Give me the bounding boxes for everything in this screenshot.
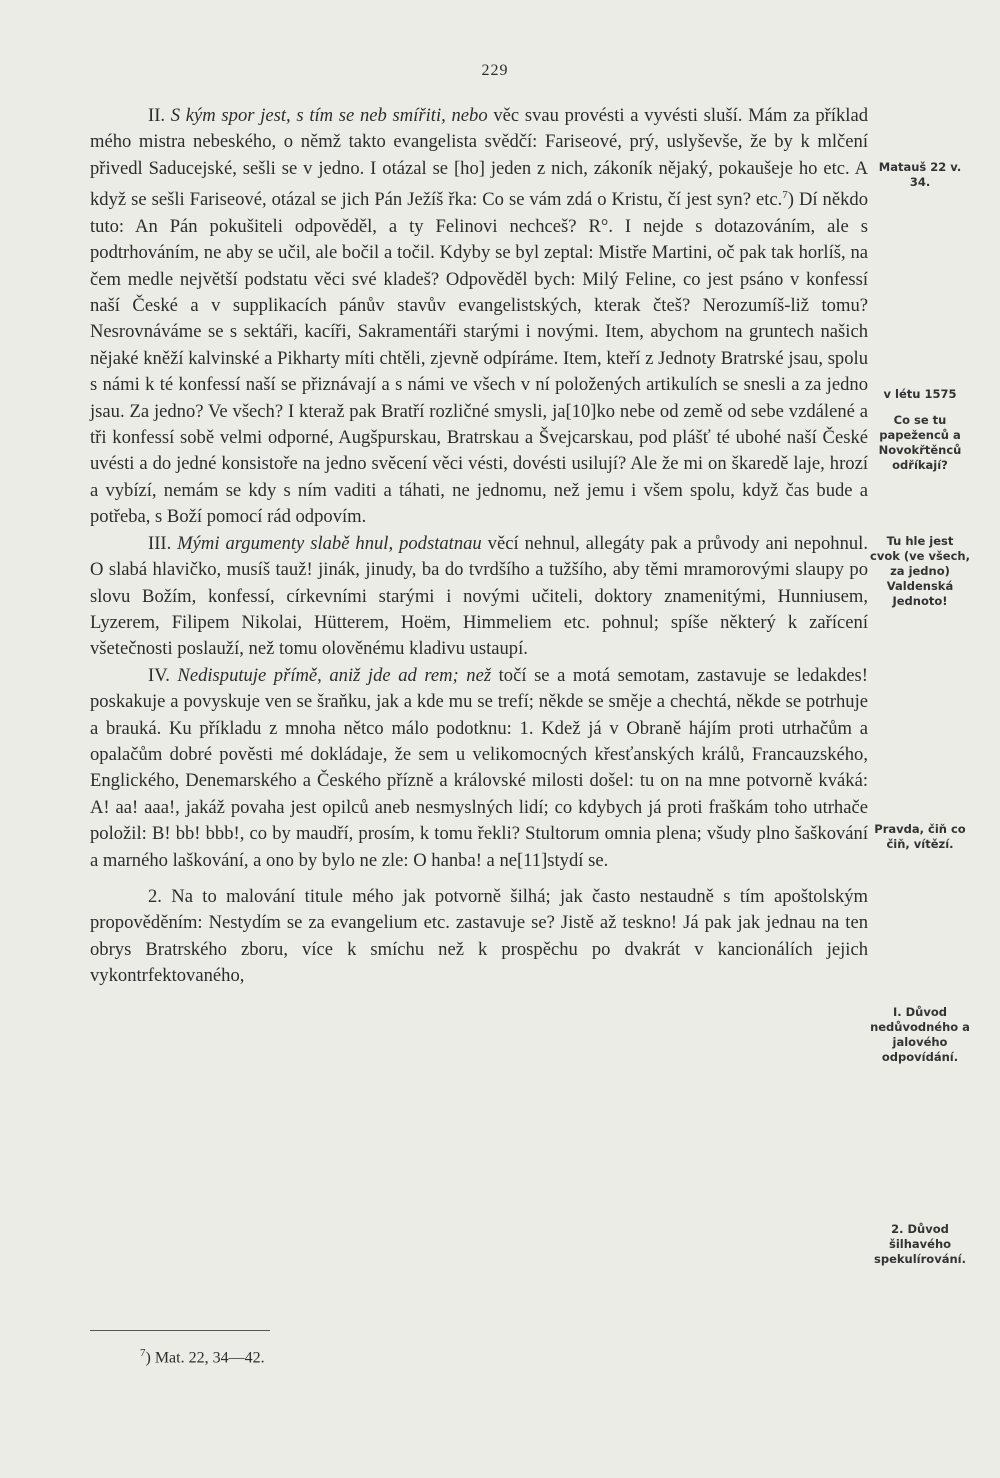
margin-note: Pravda, čiň co čiň, vítězí.: [874, 822, 966, 851]
paragraph-text: točí se a motá semotam, zastavuje se ledakdes! poskakuje a povyskuje ven se šraňku, jak a kde mu se trefí; někde se směje a chechtá, někde se potrhuje a brauká. Ku příkladu z mnoha nětco málo podotknu: 1. Kdež já v Obraně hájím proti utrhačům a opalačům dobré pověsti mé dokládaje, že sem u velikomocných křesťanských králů, Francauzského, Englického, Denemarského a Českého přízně a královské milosti došel: tu on na mne potvorně kváká: A! aa! aaa!, jakáž povaha jest opilců aneb nesmyslných lidí; co kdybych já proti fraškám toho utrhače položil: B! bb! bbb!, co by maudří, prosím, k tomu řekli? Stultorum omnia plena; všudy plno šaškování a marného laškování, a ono by bylo ne zle: O hanba! a ne[11]stydí se.: [90, 664, 868, 871]
footnote: [140, 1347, 265, 1367]
paragraph-text: ) Dí někdo tuto: An Pán pokušiteli odpověděl, a ty Felinovi nechceš? R°. I nejde s dotazováním, ale s podtrhováním, ne aby se učil, ale bočil a točil. Kdyby se byl zeptal: Mistře Martini, oč pak tak horlíš, na čem medle největší podstatu věci své kladeš? Odpověděl bych: Milý Feline, co jest psáno v konfessí naší České a v supplikacích pánův stavův evangelistských, kterak čteš? Nerozumíš-liž tomu? Nesrovnáváme se s sektáři, kacíři, Sakramentáři starými i novými. Item, abychom na gruntech našich nějaké kněží kalvinské a Pikharty míti chtěli, zjevně odpíráme. Item, kteří z Jednoty Bratrské jsau, spolu s námi k té konfessí naší se přiznávají a s námi ve všech v ní položených artikulích se snesli a za jedno jsau. Za jedno? Ve všech? I kteraž pak Bratří rozličné smysli, ja[10]ko nebe od země od sebe vzdálené a tři konfessí sobě velmi odporné, Augšpurskau, Bratrskau a Švejcarskau, pod plášť té ubohé naší České uvésti a do jedné konsistoře na jedno svěcení věci vésti, dovésti usilují? Ale že mi on škaredě laje, hrozí a vybízí, nemám se kdy s ním vaditi a táhati, ne jednomu, než jemu i všem spolu, když čas bude a potřeba, s Boží pomocí rád odpovím.: [90, 189, 868, 528]
main-text: [90, 103, 868, 990]
section-heading: Mými argumenty slabě hnul, podstatnau: [177, 532, 482, 554]
footnote-mark: 7: [140, 1347, 146, 1359]
paragraph-4: [90, 663, 868, 874]
margin-note: v létu 1575: [883, 387, 957, 401]
section-heading: S kým spor jest, s tím se neb smířiti, nebo: [170, 105, 488, 126]
section-number: IV.: [148, 664, 178, 686]
margin-note: I. Důvod nedůvodného a jalového odpovídání.: [870, 1005, 970, 1064]
paragraph-text: 2. Na to malování titule mého jak potvorně šilhá; jak často nestaudně s tím apoštolským propověděním: Nestydím se za evangelium etc. zastavuje se? Jistě až teskno! Já pak jak jednau na ten obrys Bratrského zboru, více k smíchu než k prospěchu po dvakrát v kancionálích jejich vykontrfektovaného,: [90, 885, 868, 987]
paragraph-text: věc svau provésti a vyvésti sluší. Mám za příklad mého mistra nebeského, o němž takto evangelista svědčí: Fariseové, prý, uslyševše, že by k mlčení přivedl Saducejské, sešli se v jedno. I otázal se [ho] jeden z nich, zákoník nějaký, pokaušeje ho etc. A když se sešli Fariseové, otázal se jich Pán Ježíš řka: Co se vám zdá o Kristu, čí jest syn? etc.: [90, 105, 868, 211]
margin-note: Co se tu papeženců a Novokřtěnců odříkají?: [878, 413, 962, 472]
footnote-rule: [90, 1330, 270, 1331]
paragraph-3: [90, 531, 868, 663]
section-heading: Nedisputuje přímě, aniž jde ad rem; než: [177, 664, 492, 686]
footnote-marker: 7: [782, 189, 788, 202]
footnote-text: ) Mat. 22, 34—42.: [145, 1349, 265, 1367]
page-number: 229: [481, 62, 509, 79]
margin-note: Tu hle jest cvok (ve všech, za jedno) Valdenská Jednoto!: [870, 534, 970, 608]
paragraph-5: [90, 884, 868, 990]
section-number: III.: [148, 532, 178, 554]
margin-note: 2. Důvod šilhavého spekulírování.: [874, 1222, 966, 1266]
margin-note: Matauš 22 v. 34.: [878, 160, 962, 189]
paragraph-2: [90, 103, 868, 531]
section-number: II.: [148, 105, 171, 126]
paragraph-text: věcí nehnul, allegáty pak a průvody ani nepohnul. O slabá hlavičko, musíš tauž! jinák, jinudy, ba do tvrdšího a tužšího, aby těmi mramorovými slaupy po slovu Božím, konfessí, církevními starými i novými učiteli, doktory znamenitými, Hunniusem, Lyzerem, Filipem Nikolai, Hütterem, Hoëm, Himmeliem etc. pohnul; spíše některý k zařícení všetečnosti poslauží, než tomu olověnému kladivu ustaupí.: [90, 532, 868, 660]
